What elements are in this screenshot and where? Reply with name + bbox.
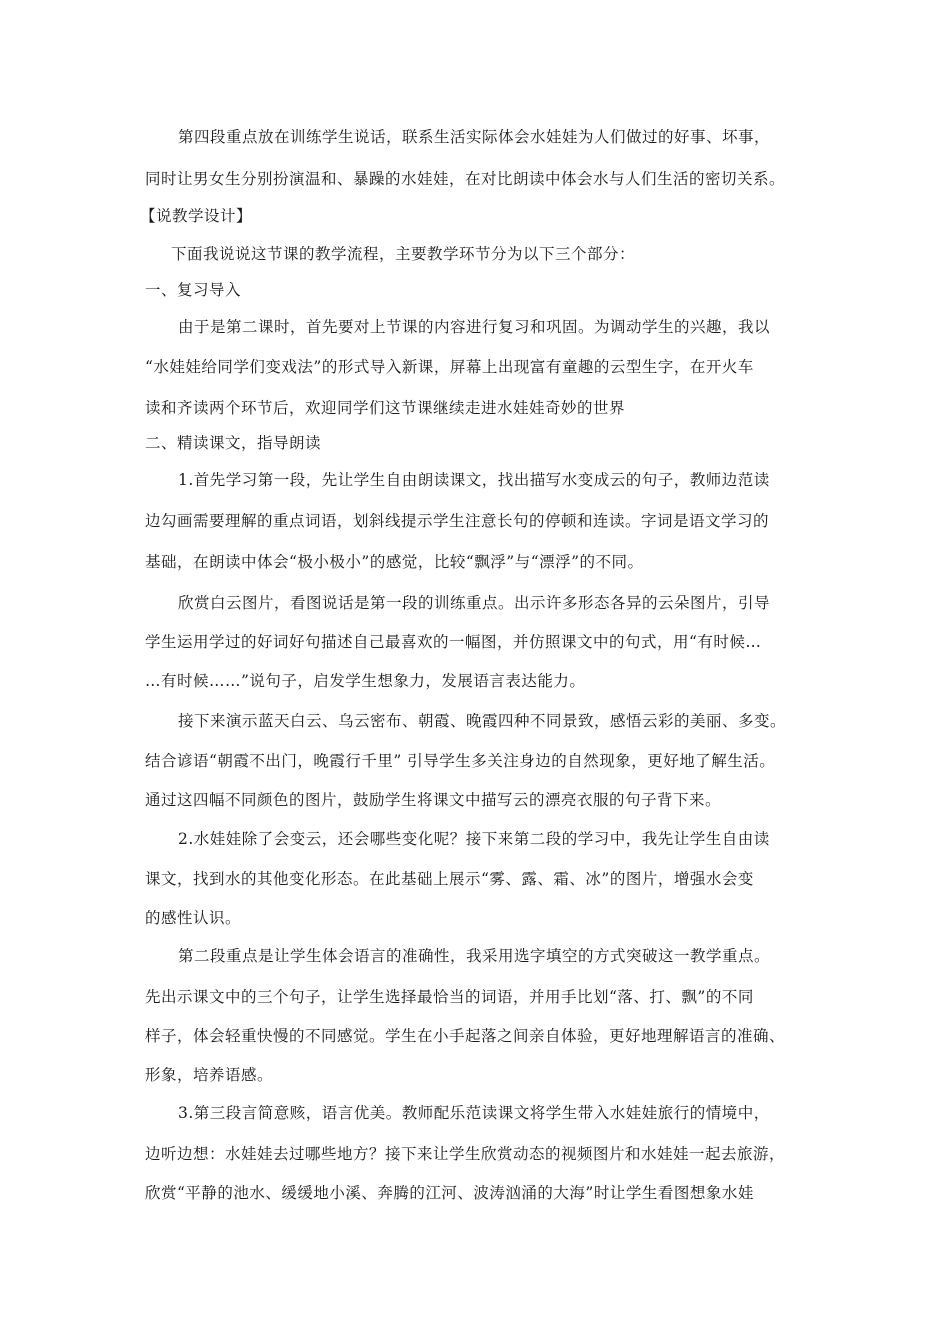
text-line: 1.首先学习第一段，先让学生自由朗读课文，找出描写水变成云的句子，教师边范读: [178, 471, 770, 489]
text-line: 第二段重点是让学生体会语言的准确性，我采用选字填空的方式突破这一教学重点。: [178, 947, 771, 965]
section-heading: 【说教学设计】: [140, 207, 253, 225]
text-line: 课文，找到水的其他变化形态。在此基础上展示“雾、露、霜、冰”的图片，增强水会变: [145, 870, 754, 888]
text-line: 读和齐读两个环节后，欢迎同学们这节课继续走进水娃娃奇妙的世界: [145, 399, 626, 417]
text-line: 2.水娃娃除了会变云，还会哪些变化呢？接下来第二段的学习中，我先让学生自由读: [178, 830, 770, 848]
section-heading: 一、复习导入: [145, 281, 242, 299]
text-line: 结合谚语“朝霞不出门，晚霞行千里” 引导学生多关注身边的自然现象，更好地了解生活。: [145, 752, 776, 770]
text-line: 接下来演示蓝天白云、乌云密布、朝霞、晚霞四种不同景致，感悟云彩的美丽、多变。: [178, 712, 787, 730]
text-line: 学生运用学过的好词好句描述自己最喜欢的一幅图，并仿照课文中的句式，用“有时候…: [145, 633, 762, 651]
text-line: 基础，在朗读中体会“极小极小”的感觉，比较“飘浮”与“漂浮”的不同。: [145, 553, 644, 571]
text-line: 同时让男女生分别扮演温和、暴躁的水娃娃，在对比朗读中体会水与人们生活的密切关系。: [145, 170, 786, 188]
text-line: …有时候……”说句子，启发学生想象力，发展语言表达能力。: [145, 672, 586, 690]
text-line: 的感性认识。: [145, 909, 242, 927]
text-line: 3.第三段言简意赅，语言优美。教师配乐范读课文将学生带入水娃娃旅行的情境中，: [178, 1104, 770, 1122]
text-line: 样子，体会轻重快慢的不同感觉。学生在小手起落之间亲自体验，更好地理解语言的准确、: [145, 1027, 786, 1045]
text-line: 欣赏白云图片，看图说话是第一段的训练重点。出示许多形态各异的云朵图片，引导: [178, 594, 771, 612]
text-line: 下面我说说这节课的教学流程，主要教学环节分为以下三个部分：: [171, 245, 636, 263]
text-line: 边听边想：水娃娃去过哪些地方？接下来让学生欣赏动态的视频图片和水娃娃一起去旅游，: [145, 1145, 786, 1163]
text-line: “水娃娃给同学们变戏法”的形式导入新课，屏幕上出现富有童趣的云型生字，在开火车: [145, 358, 754, 376]
section-heading: 二、精读课文，指导朗读: [145, 434, 322, 452]
text-line: 通过这四幅不同颜色的图片，鼓励学生将课文中描写云的漂亮衣服的句子背下来。: [145, 791, 722, 809]
text-line: 边勾画需要理解的重点词语，划斜线提示学生注意长句的停顿和连读。字词是语文学习的: [145, 512, 770, 530]
text-line: 形象，培养语感。: [145, 1066, 274, 1084]
text-line: 欣赏“平静的池水、缓缓地小溪、奔腾的江河、波涛汹涌的大海”时让学生看图想象水娃: [145, 1184, 754, 1202]
text-line: 第四段重点放在训练学生说话，联系生活实际体会水娃娃为人们做过的好事、坏事，: [178, 128, 771, 146]
text-line: 由于是第二课时，首先要对上节课的内容进行复习和巩固。为调动学生的兴趣，我以: [178, 318, 771, 336]
text-line: 先出示课文中的三个句子，让学生选择最恰当的词语，并用手比划“落、打、飘”的不同: [145, 988, 754, 1006]
